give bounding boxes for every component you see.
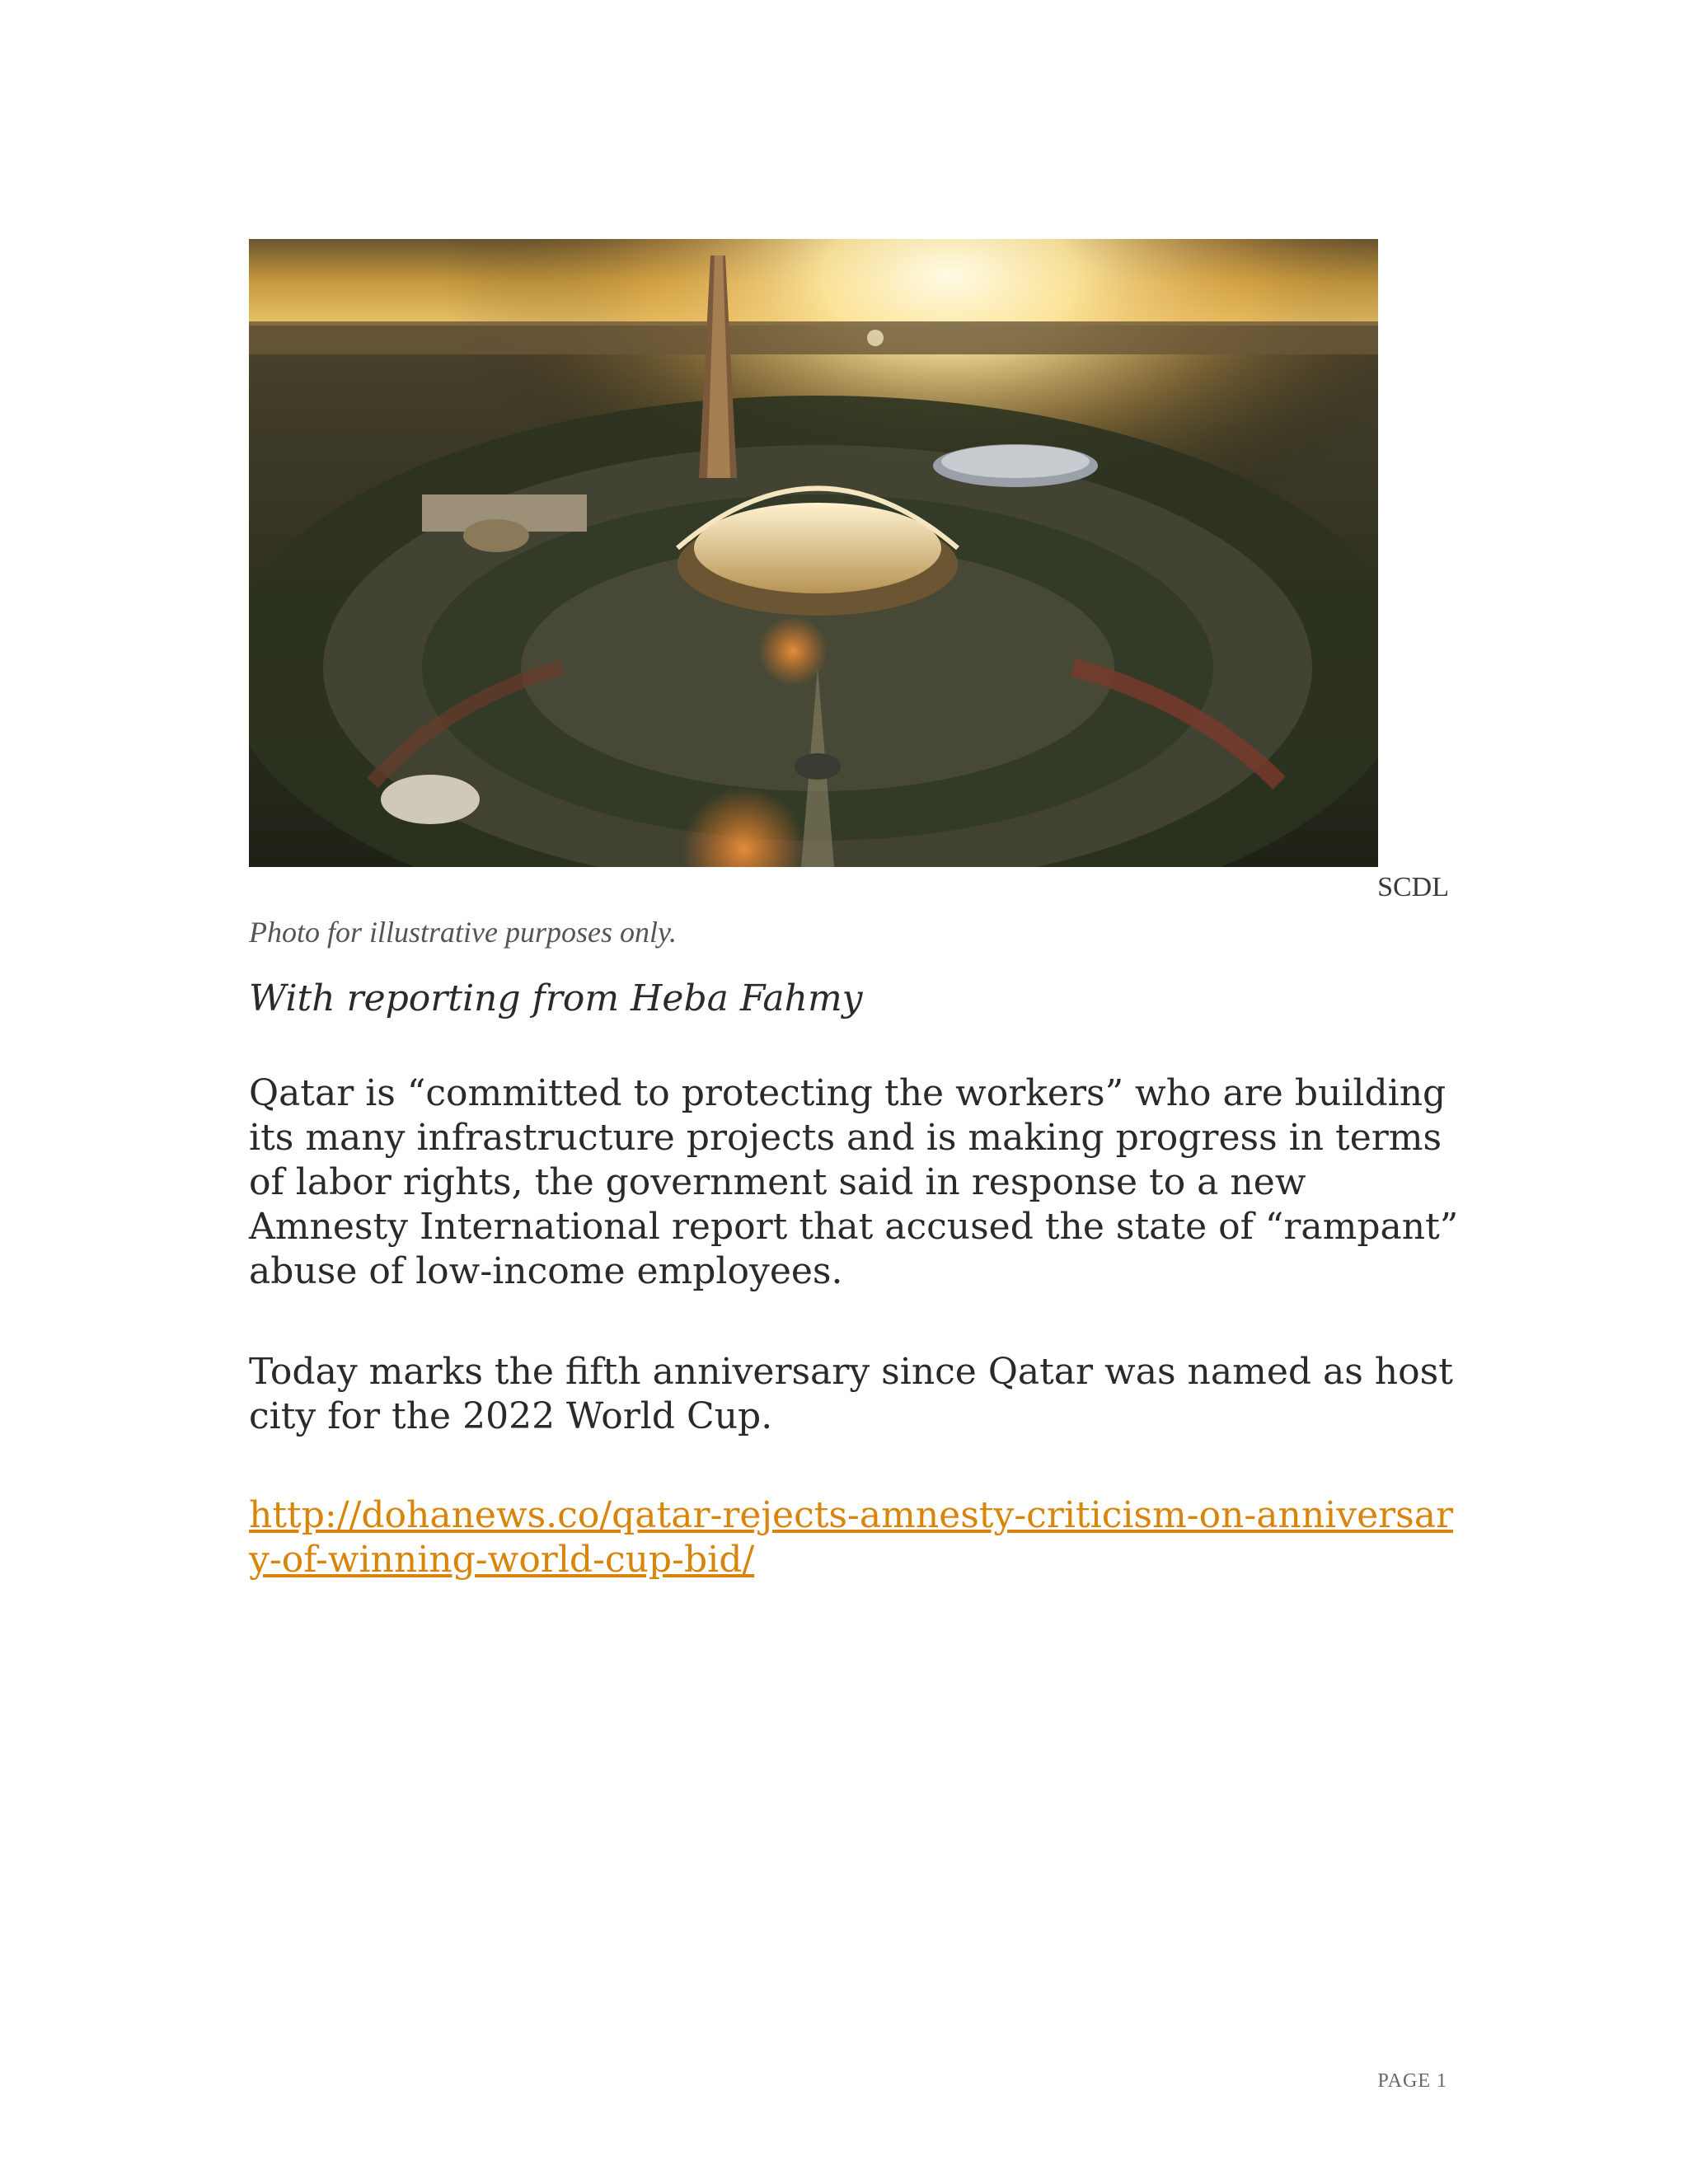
photo-credit: SCDL <box>1377 872 1449 902</box>
article-byline: With reporting from Heba Fahmy <box>249 977 863 1019</box>
article-paragraph: Qatar is “committed to protecting the workers” who are building its many infrastructure projects and is making progress in terms of labor rights, the government said in response to a new Amnesty International report that accused the state of “rampant” abuse of low-income employees. <box>249 1072 1459 1292</box>
article-photo <box>249 239 1378 867</box>
source-link[interactable]: http://dohanews.co/qatar-rejects-amnesty-criticism-on-anniversary-of-winning-world-cup-bid/ <box>249 1494 1454 1581</box>
article-paragraph: Today marks the fifth anniversary since Qatar was named as host city for the 2022 World Cup. <box>249 1351 1453 1437</box>
page-number: PAGE 1 <box>1377 2070 1447 2092</box>
aerial-stadium-photo-icon <box>249 239 1378 867</box>
photo-caption: Photo for illustrative purposes only. <box>249 916 677 949</box>
